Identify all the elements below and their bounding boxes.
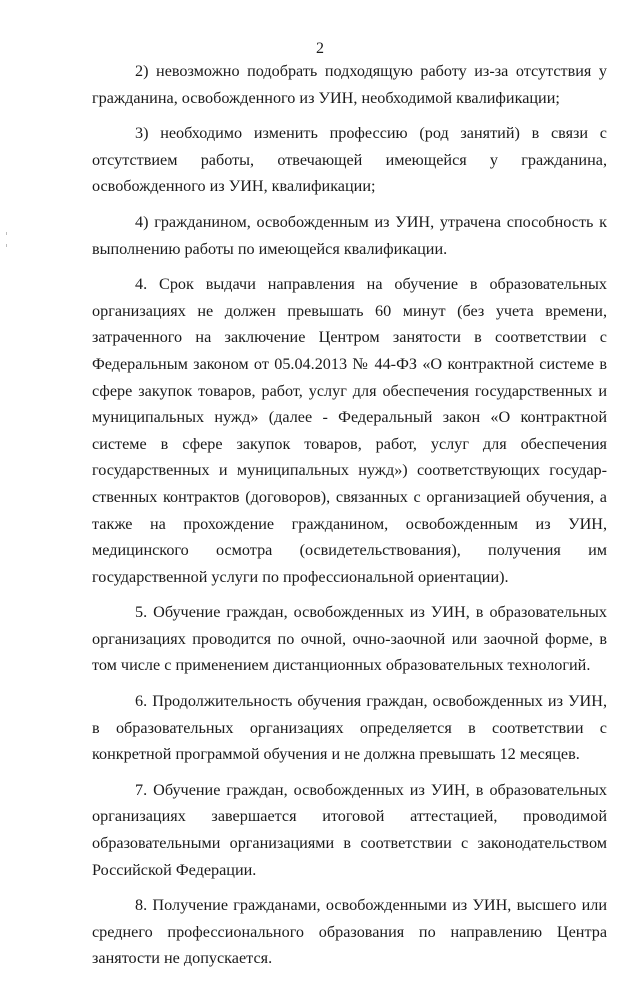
paragraph-item-3: 3) необходимо изменить профессию (род занятий) в связи с отсутствием работы, отвечающей имеющейся у гражданина, освобожденного из УИН, квалификации; bbox=[92, 124, 607, 196]
paragraph-section-8: 8. Получение гражданами, освобожденными из УИН, высшего или среднего профессионального образования по направлению Центра занятости не допускается. bbox=[92, 896, 607, 968]
paragraph-item-2: 2) невозможно подобрать подходящую работу из-за отсутствия у гражданина, освобожденного из УИН, необходимой квалификации; bbox=[92, 62, 607, 107]
page-number: 2 bbox=[316, 40, 324, 57]
paragraph-item-4: 4) гражданином, освобожденным из УИН, утрачена способность к выполнению работы по имеющейся квалификации. bbox=[92, 212, 607, 258]
document-body bbox=[92, 58, 607, 981]
paragraph-section-5: 5. Обучение граждан, освобожденных из УИН, в образовательных организациях проводится по очной, очно-заочной или заочной форме, в том числе с применением дистанционных образовательных технологий. bbox=[92, 603, 607, 675]
scan-margin-mark bbox=[6, 232, 7, 235]
paragraph-section-7: 7. Обучение граждан, освобожденных из УИН, в образовательных организациях завершается итоговой аттестацией, проводимой образовательными организациями в соответствии с законодательством Российской Федерации. bbox=[92, 780, 607, 879]
paragraph-section-6: 6. Продолжительность обучения граждан, освобожденных из УИН, в образовательных организациях определяется в соответствии с конкретной программой обучения и не должна превышать 12 месяцев. bbox=[92, 692, 607, 764]
paragraph-section-4: 4. Срок выдачи направления на обучение в образовательных организациях не должен превышать 60 минут (без учета времени, затраченного на заключение Центром занятости в соответствии с Федеральным законом от 05.04.2013 № 44-ФЗ «О контрактной системе в сфере закупок товаров, работ, услуг для обеспечения государственных и муниципальных нужд» (далее - Федеральный закон «О контрактной системе в сфере закупок товаров, работ, услуг для обеспечения государственных и муниципальных нужд») соответствующих государственных контрактов (договоров), связанных с организацией обучения, а также на прохождение гражданином, освобожденным из УИН, медицинского осмотра (освидетельствования), получения им государственной услуги по профессиональной ориентации). bbox=[92, 275, 607, 586]
scan-margin-mark bbox=[6, 244, 7, 247]
